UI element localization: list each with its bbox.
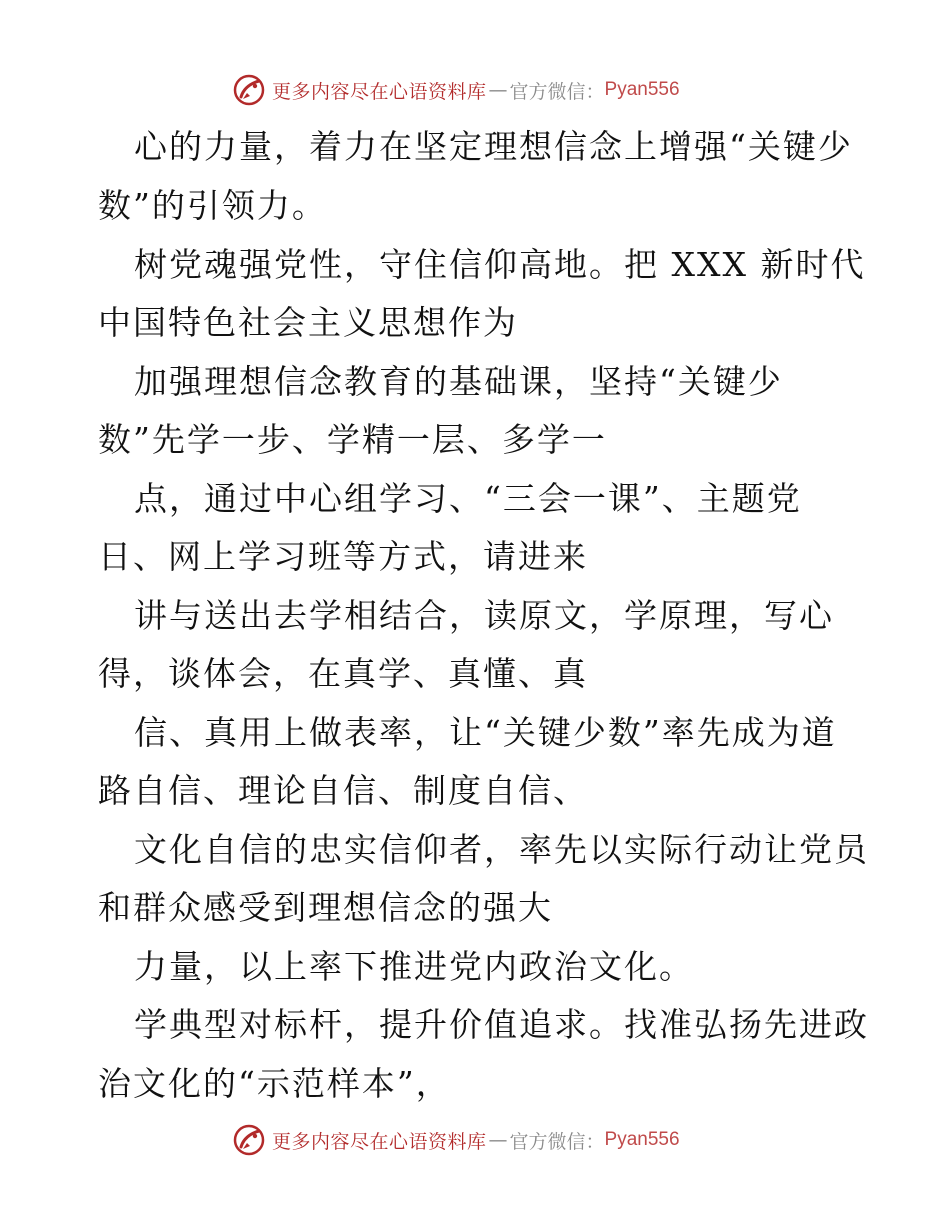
body-line: 心的力量，着力在坚定理想信念上增强“关键少 bbox=[134, 127, 853, 166]
header-wechat-id: Pyan556 bbox=[604, 79, 680, 100]
body-line: 中国特色社会主义思想作为 bbox=[98, 303, 518, 342]
brand-logo-icon bbox=[232, 73, 266, 107]
header-separator: — bbox=[488, 79, 508, 101]
body-line: 数”的引领力。 bbox=[98, 186, 327, 225]
header-banner bbox=[232, 72, 712, 108]
header-site-text: 更多内容尽在心语资料库 bbox=[272, 80, 487, 103]
body-line: 文化自信的忠实信仰者，率先以实际行动让党员 bbox=[134, 830, 869, 869]
footer-site-text: 更多内容尽在心语资料库 bbox=[272, 1130, 487, 1153]
body-line: 讲与送出去学相结合，读原文，学原理，写心 bbox=[134, 596, 834, 635]
body-line: 得，谈体会，在真学、真懂、真 bbox=[98, 654, 588, 693]
footer-wechat-label: 官方微信： bbox=[509, 1130, 605, 1153]
body-line: 学典型对标杆，提升价值追求。找准弘扬先进政 bbox=[134, 1005, 869, 1044]
body-line: 日、网上学习班等方式，请进来 bbox=[98, 537, 588, 576]
body-line: 力量，以上率下推进党内政治文化。 bbox=[134, 947, 694, 986]
body-line: 信、真用上做表率，让“关键少数”率先成为道 bbox=[134, 713, 837, 752]
body-line: 路自信、理论自信、制度自信、 bbox=[98, 771, 588, 810]
header-wechat-label: 官方微信： bbox=[509, 80, 605, 103]
footer-banner bbox=[232, 1122, 712, 1158]
footer-wechat-id: Pyan556 bbox=[604, 1129, 680, 1150]
body-line: 数”先学一步、学精一层、多学一 bbox=[98, 420, 607, 459]
body-line: 加强理想信念教育的基础课，坚持“关键少 bbox=[134, 362, 783, 401]
body-line: 点，通过中心组学习、“三会一课”、主题党 bbox=[134, 479, 802, 518]
footer-separator: — bbox=[488, 1129, 508, 1151]
body-line: 治文化的“示范样本”， bbox=[98, 1064, 451, 1103]
brand-logo-icon bbox=[232, 1123, 266, 1157]
body-line: 树党魂强党性，守住信仰高地。把 XXX 新时代 bbox=[134, 245, 866, 284]
body-line: 和群众感受到理想信念的强大 bbox=[98, 888, 553, 927]
